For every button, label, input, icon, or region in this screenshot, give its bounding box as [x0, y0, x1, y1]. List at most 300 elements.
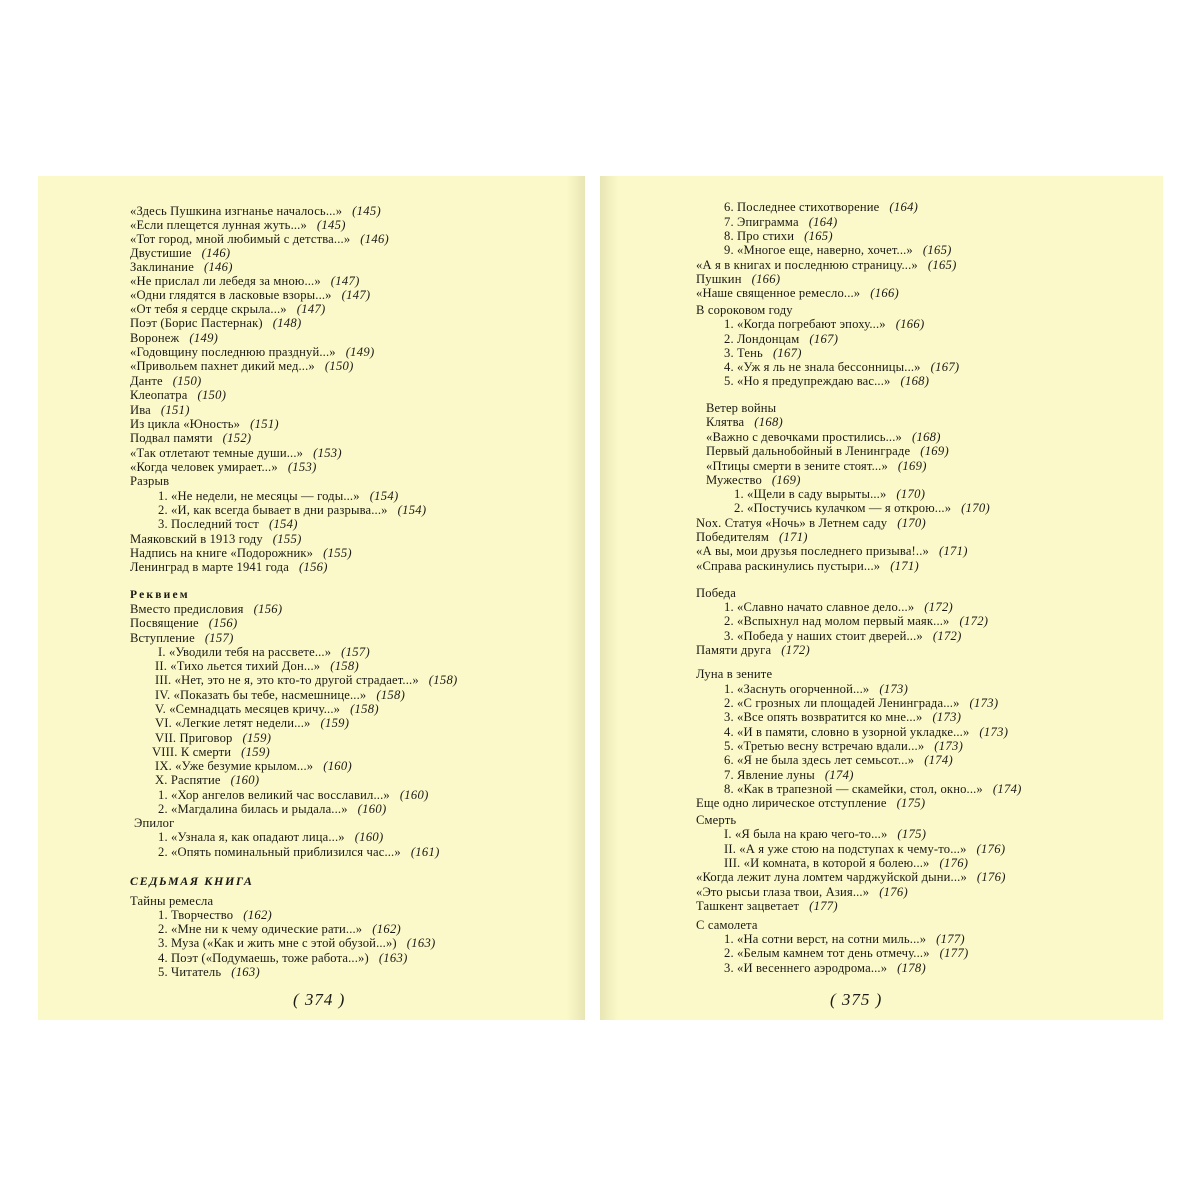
toc-entry — [724, 753, 953, 767]
toc-entry-page: (173) — [879, 682, 909, 696]
toc-entry-page: (173) — [932, 710, 962, 724]
toc-entry — [130, 894, 213, 908]
toc-entry — [724, 229, 833, 243]
toc-entry — [155, 673, 458, 687]
toc-entry-page: (148) — [272, 316, 302, 330]
toc-entry-page: (176) — [976, 842, 1006, 856]
toc-entry-page: (169) — [771, 473, 801, 487]
toc-entry-title: V. «Семнадцать месяцев кричу...» — [155, 702, 341, 716]
page-number-right: ( 375 ) — [830, 990, 883, 1009]
toc-entry — [696, 899, 838, 913]
toc-entry — [696, 643, 810, 657]
toc-entry — [130, 546, 352, 560]
toc-entry-page: (146) — [201, 246, 231, 260]
toc-entry-title: III. «Нет, это не я, это кто-то другой страдает...» — [155, 673, 419, 687]
toc-entry-title: «Важно с девочками простились...» — [706, 430, 902, 444]
toc-entry-title: Ива — [130, 403, 151, 417]
toc-entry-title: Вместо предисловия — [130, 602, 244, 616]
toc-entry-title: 5. «Третью весну встречаю вдали...» — [724, 739, 925, 753]
toc-entry-page: (159) — [320, 716, 350, 730]
right-page — [600, 176, 1163, 1020]
toc-entry-title: 3. «И весеннего аэродрома...» — [724, 961, 888, 975]
toc-entry-page: (170) — [897, 516, 926, 530]
toc-entry-title: Заклинание — [130, 260, 194, 274]
toc-entry — [696, 586, 736, 600]
toc-entry-page: (168) — [754, 415, 784, 429]
toc-entry-page: (167) — [930, 360, 960, 374]
toc-entry — [724, 725, 1008, 739]
toc-entry — [155, 688, 405, 702]
toc-entry-page: (163) — [378, 951, 408, 965]
toc-entry-title: X. Распятие — [155, 773, 221, 787]
toc-entry-title: «Наше священное ремесло...» — [696, 286, 861, 300]
toc-entry-title: 8. Про стихи — [724, 229, 795, 243]
toc-entry — [724, 710, 961, 724]
toc-entry-page: (146) — [203, 260, 233, 274]
toc-entry-title: 1. «Щели в саду вырыты...» — [734, 487, 887, 501]
toc-entry — [130, 204, 381, 218]
toc-entry — [130, 359, 354, 373]
toc-entry-title: «Привольем пахнет дикий мед...» — [130, 359, 315, 373]
toc-entry-title: «Одни глядятся в ласковые взоры...» — [130, 288, 332, 302]
toc-entry-title: 1. «Хор ангелов великий час восславил...» — [158, 788, 390, 802]
toc-entry-page: (164) — [889, 200, 919, 214]
toc-entry-page: (175) — [897, 827, 927, 841]
toc-entry-title: 4. «Уж я ль не знала бессонницы...» — [724, 360, 921, 374]
toc-entry-title: 2. «И, как всегда бывает в дни разрыва...» — [158, 503, 388, 517]
toc-entry-title: 4. Поэт («Подумаешь, тоже работа...») — [158, 951, 369, 965]
toc-entry-title: «Если плещется лунная жуть...» — [130, 218, 307, 232]
toc-entry-page: (172) — [932, 629, 962, 643]
toc-entry-title: 8. «Как в трапезной — скамейки, стол, окно...» — [724, 782, 983, 796]
toc-entry-page: (162) — [372, 922, 402, 936]
toc-entry — [696, 870, 1006, 884]
toc-entry — [155, 731, 271, 745]
toc-entry-title: VI. «Легкие летят недели...» — [155, 716, 311, 730]
toc-entry — [158, 517, 298, 531]
toc-entry-page: (160) — [323, 759, 352, 773]
toc-entry — [696, 258, 957, 272]
toc-entry — [696, 516, 926, 530]
toc-entry-page: (160) — [399, 788, 429, 802]
toc-entry-page: (178) — [897, 961, 926, 975]
toc-entry-page: (177) — [936, 932, 965, 946]
toc-entry — [158, 489, 398, 503]
toc-entry — [696, 530, 808, 544]
toc-entry-page: (174) — [924, 753, 953, 767]
toc-entry-title: Памяти друга — [696, 643, 772, 657]
toc-entry-title: «От тебя я сердце скрыла...» — [130, 302, 287, 316]
toc-entry-page: (159) — [241, 745, 270, 759]
toc-entry-title: «Здесь Пушкина изгнанье началось...» — [130, 204, 343, 218]
toc-entry-title: 3. Тень — [724, 346, 763, 360]
toc-entry — [130, 403, 190, 417]
toc-entry — [724, 782, 1022, 796]
left-page — [38, 176, 585, 1020]
toc-entry-title: 4. «И в памяти, словно в узорной укладке...» — [724, 725, 970, 739]
toc-entry — [158, 965, 260, 979]
toc-entry-title: Пушкин — [696, 272, 742, 286]
toc-entry-page: (147) — [330, 274, 360, 288]
toc-entry — [158, 788, 429, 802]
toc-entry-page: (172) — [924, 600, 954, 614]
toc-entry — [155, 773, 259, 787]
toc-entry — [724, 243, 952, 257]
toc-entry-page: (147) — [296, 302, 326, 316]
toc-entry-page: (150) — [172, 374, 202, 388]
toc-entry — [155, 716, 349, 730]
toc-entry — [696, 918, 758, 932]
toc-entry — [696, 544, 968, 558]
toc-entry — [696, 813, 736, 827]
toc-entry-page: (152) — [222, 431, 252, 445]
toc-entry-title: Тайны ремесла — [130, 894, 214, 908]
toc-entry — [152, 745, 270, 759]
toc-entry — [158, 802, 386, 816]
toc-entry — [155, 759, 352, 773]
toc-entry — [724, 629, 962, 643]
toc-entry-page: (151) — [160, 403, 190, 417]
toc-entry-page: (174) — [824, 768, 854, 782]
toc-entry-page: (173) — [969, 696, 999, 710]
toc-entry-title: 3. «Все опять возвратится ко мне...» — [724, 710, 923, 724]
toc-entry — [724, 215, 837, 229]
toc-entry-page: (154) — [397, 503, 427, 517]
page-number-left: ( 374 ) — [293, 990, 346, 1009]
toc-entry-page: (173) — [979, 725, 1009, 739]
toc-entry-page: (149) — [345, 345, 375, 359]
toc-entry-page: (158) — [330, 659, 359, 673]
toc-entry-title: Из цикла «Юность» — [130, 417, 241, 431]
toc-entry — [706, 430, 941, 444]
toc-entry — [130, 417, 279, 431]
toc-entry-title: 1. «Заснуть огорченной...» — [724, 682, 870, 696]
toc-entry — [724, 346, 802, 360]
toc-entry-title: Победа — [696, 586, 736, 600]
toc-entry-title: Ветер войны — [706, 401, 777, 415]
toc-entry — [158, 645, 370, 659]
toc-entry-title: Еще одно лирическое отступление — [696, 796, 887, 810]
toc-entry-page: (163) — [231, 965, 260, 979]
toc-entry — [696, 667, 772, 681]
toc-entry — [158, 830, 384, 844]
toc-entry-title: II. «Тихо льется тихий Дон...» — [155, 659, 321, 673]
toc-entry-title: С самолета — [696, 918, 758, 932]
toc-entry-title: 7. Явление луны — [724, 768, 815, 782]
toc-entry-title: 2. «Белым камнем тот день отмечу...» — [724, 946, 930, 960]
toc-entry-page: (160) — [230, 773, 260, 787]
toc-entry-page: (168) — [900, 374, 930, 388]
toc-entry-title: 3. Муза («Как и жить мне с этой обузой...») — [158, 936, 397, 950]
gutter-shadow — [600, 176, 618, 1020]
toc-entry — [724, 856, 968, 870]
toc-entry-page: (164) — [808, 215, 838, 229]
toc-entry — [696, 303, 793, 317]
toc-entry — [158, 845, 440, 859]
toc-entry — [706, 444, 949, 458]
toc-entry-title: «Когда лежит луна ломтем чарджуйской дыни...» — [696, 870, 967, 884]
toc-entry — [734, 501, 990, 515]
toc-entry-page: (150) — [324, 359, 354, 373]
toc-entry — [130, 602, 282, 616]
toc-entry-page: (177) — [809, 899, 838, 913]
toc-entry-title: IV. «Показать бы тебе, насмешнице...» — [155, 688, 367, 702]
toc-entry-title: 9. «Многое еще, наверно, хочет...» — [724, 243, 913, 257]
toc-entry-page: (165) — [922, 243, 952, 257]
toc-entry-page: (156) — [298, 560, 328, 574]
toc-entry — [724, 842, 1005, 856]
toc-entry — [734, 487, 925, 501]
toc-entry-page: (151) — [250, 417, 279, 431]
toc-entry-title: Nox. Статуя «Ночь» в Летнем саду — [696, 516, 888, 530]
toc-entry-title: 3. «Победа у наших стоит дверей...» — [724, 629, 923, 643]
toc-entry-title: Разрыв — [130, 474, 170, 488]
toc-entry — [130, 588, 190, 602]
toc-entry-page: (158) — [428, 673, 458, 687]
toc-entry — [158, 936, 436, 950]
toc-entry — [158, 922, 401, 936]
toc-entry — [155, 702, 379, 716]
toc-entry-title: 2. «С грозных ли площадей Ленинграда...» — [724, 696, 960, 710]
toc-entry-page: (157) — [341, 645, 370, 659]
toc-entry — [724, 360, 959, 374]
toc-entry — [130, 246, 230, 260]
toc-entry — [130, 560, 328, 574]
toc-entry-title: Клеопатра — [130, 388, 188, 402]
toc-entry-title: II. «А я уже стою на подступах к чему-то...» — [724, 842, 967, 856]
toc-entry-page: (158) — [350, 702, 379, 716]
toc-entry-page: (170) — [896, 487, 926, 501]
toc-entry — [130, 331, 218, 345]
toc-entry — [130, 260, 233, 274]
toc-entry-title: Реквием — [130, 589, 190, 601]
toc-entry — [158, 503, 426, 517]
toc-entry — [130, 302, 326, 316]
toc-entry — [130, 232, 389, 246]
toc-entry — [158, 908, 272, 922]
toc-entry-title: «Справа раскинулись пустыри...» — [696, 559, 881, 573]
toc-entry — [130, 288, 370, 302]
toc-entry-page: (153) — [313, 446, 342, 460]
toc-entry-title: «Когда человек умирает...» — [130, 460, 278, 474]
toc-entry-page: (150) — [197, 388, 227, 402]
toc-entry-title: 5. «Но я предупреждаю вас...» — [724, 374, 891, 388]
toc-entry-title: 2. «Постучись кулачком — я открою...» — [734, 501, 952, 515]
toc-entry — [696, 796, 925, 810]
toc-entry-title: 2. «Вспыхнул над молом первый маяк...» — [724, 614, 950, 628]
toc-entry — [724, 696, 998, 710]
toc-entry-title: Маяковский в 1913 году — [130, 532, 263, 546]
toc-entry-title: 1. «Когда погребают эпоху...» — [724, 317, 886, 331]
toc-entry-page: (176) — [976, 870, 1006, 884]
toc-entry — [724, 614, 988, 628]
toc-entry-title: 1. «Узнала я, как опадают лица...» — [158, 830, 345, 844]
toc-entry-title: Победителям — [696, 530, 769, 544]
toc-entry-title: Эпилог — [134, 816, 175, 830]
toc-entry — [724, 946, 968, 960]
toc-entry-title: «Птицы смерти в зените стоят...» — [706, 459, 888, 473]
toc-entry-title: III. «И комната, в которой я болею...» — [724, 856, 930, 870]
toc-entry — [724, 739, 963, 753]
toc-entry-page: (176) — [879, 885, 908, 899]
toc-entry-title: Посвящение — [130, 616, 199, 630]
toc-entry-page: (169) — [897, 459, 927, 473]
toc-entry-page: (163) — [406, 936, 436, 950]
toc-entry-page: (160) — [354, 830, 384, 844]
toc-entry-page: (165) — [804, 229, 833, 243]
toc-entry-page: (165) — [927, 258, 957, 272]
toc-entry-title: 7. Эпиграмма — [724, 215, 799, 229]
toc-entry-page: (160) — [357, 802, 387, 816]
toc-entry — [724, 332, 838, 346]
toc-entry — [724, 827, 926, 841]
toc-entry-page: (145) — [316, 218, 346, 232]
toc-entry-page: (154) — [369, 489, 399, 503]
toc-entry-title: «Не прислал ли лебедя за мною...» — [130, 274, 321, 288]
toc-entry — [724, 932, 965, 946]
toc-entry-title: «А вы, мои друзья последнего призыва!..» — [696, 544, 929, 558]
toc-entry-page: (162) — [243, 908, 273, 922]
toc-entry — [130, 631, 234, 645]
toc-entry — [706, 473, 801, 487]
toc-entry-page: (172) — [781, 643, 811, 657]
toc-entry-page: (171) — [779, 530, 808, 544]
toc-entry — [130, 345, 374, 359]
toc-entry-page: (156) — [208, 616, 238, 630]
toc-entry-title: «Годовщину последнюю празднуй...» — [130, 345, 336, 359]
toc-entry-page: (171) — [938, 544, 968, 558]
toc-entry-page: (147) — [341, 288, 371, 302]
toc-entry-page: (157) — [204, 631, 234, 645]
toc-entry-title: 1. «На сотни верст, на сотни миль...» — [724, 932, 927, 946]
toc-entry-title: 2. «Мне ни к чему одические рати...» — [158, 922, 363, 936]
toc-entry-page: (145) — [352, 204, 381, 218]
toc-entry — [724, 768, 854, 782]
toc-entry-page: (158) — [376, 688, 406, 702]
toc-entry-page: (169) — [920, 444, 949, 458]
toc-entry-page: (167) — [772, 346, 802, 360]
toc-entry — [706, 415, 783, 429]
toc-entry — [696, 885, 908, 899]
toc-entry-page: (156) — [253, 602, 283, 616]
toc-entry-title: Двустишие — [130, 246, 192, 260]
toc-entry — [158, 951, 408, 965]
toc-entry — [706, 401, 776, 415]
toc-entry-page: (146) — [360, 232, 390, 246]
toc-entry-page: (174) — [992, 782, 1022, 796]
toc-entry-title: 1. «Не недели, не месяцы — годы...» — [158, 489, 360, 503]
toc-entry — [706, 459, 927, 473]
toc-entry — [724, 317, 924, 331]
toc-entry-page: (177) — [939, 946, 969, 960]
toc-entry-page: (166) — [870, 286, 900, 300]
toc-entry-page: (166) — [751, 272, 781, 286]
toc-entry-title: I. «Уводили тебя на рассвете...» — [158, 645, 332, 659]
toc-entry-title: 2. «Опять поминальный приблизился час...» — [158, 845, 401, 859]
toc-entry-title: 5. Читатель — [158, 965, 222, 979]
toc-entry-title: Вступление — [130, 631, 195, 645]
toc-entry — [130, 218, 346, 232]
toc-entry — [134, 816, 174, 830]
toc-entry-title: «Так отлетают темные души...» — [130, 446, 304, 460]
toc-entry-title: СЕДЬМАЯ КНИГА — [130, 874, 254, 888]
toc-entry-title: Клятва — [706, 415, 745, 429]
toc-entry-page: (175) — [896, 796, 926, 810]
toc-entry-page: (166) — [895, 317, 925, 331]
toc-entry-page: (154) — [268, 517, 298, 531]
toc-entry-title: 6. «Я не была здесь лет семьсот...» — [724, 753, 915, 767]
toc-entry — [696, 286, 899, 300]
toc-entry — [696, 272, 780, 286]
toc-entry — [130, 274, 360, 288]
toc-entry-title: 6. Последнее стихотворение — [724, 200, 880, 214]
toc-entry-title: Первый дальнобойный в Ленинграде — [706, 444, 911, 458]
toc-entry-title: Поэт (Борис Пастернак) — [130, 316, 263, 330]
toc-entry-page: (155) — [323, 546, 352, 560]
toc-entry-title: Воронеж — [130, 331, 180, 345]
toc-entry-title: Луна в зените — [696, 667, 773, 681]
toc-entry — [155, 659, 359, 673]
toc-entry — [724, 600, 953, 614]
toc-entry-title: Надпись на книге «Подорожник» — [130, 546, 314, 560]
toc-entry-title: IX. «Уже безумие крылом...» — [155, 759, 314, 773]
toc-entry — [130, 431, 251, 445]
toc-entry-page: (170) — [961, 501, 990, 515]
toc-entry — [724, 961, 926, 975]
toc-entry-title: VII. Приговор — [155, 731, 233, 745]
toc-entry-page: (168) — [911, 430, 941, 444]
toc-entry-page: (155) — [272, 532, 302, 546]
toc-entry — [696, 559, 919, 573]
toc-entry — [130, 374, 202, 388]
toc-entry-page: (159) — [242, 731, 272, 745]
toc-entry-page: (153) — [287, 460, 317, 474]
toc-entry — [130, 874, 253, 888]
toc-entry-title: «Тот город, мной любимый с детства...» — [130, 232, 351, 246]
toc-entry — [130, 532, 302, 546]
toc-entry-page: (176) — [939, 856, 969, 870]
toc-entry — [724, 682, 908, 696]
toc-entry — [130, 616, 238, 630]
toc-entry-title: 1. «Славно начато славное дело...» — [724, 600, 915, 614]
toc-entry-title: 1. Творчество — [158, 908, 234, 922]
toc-entry-title: Мужество — [706, 473, 762, 487]
toc-entry — [130, 474, 169, 488]
toc-entry-page: (172) — [959, 614, 989, 628]
toc-entry-page: (173) — [934, 739, 964, 753]
toc-entry-page: (167) — [809, 332, 839, 346]
toc-entry — [130, 388, 226, 402]
toc-entry-title: «А я в книгах и последнюю страницу...» — [696, 258, 918, 272]
toc-entry — [130, 316, 302, 330]
toc-entry-title: В сороковом году — [696, 303, 793, 317]
toc-entry-title: I. «Я была на краю чего-то...» — [724, 827, 888, 841]
toc-entry-page: (161) — [410, 845, 440, 859]
toc-entry-title: 2. «Магдалина билась и рыдала...» — [158, 802, 348, 816]
toc-entry-title: 3. Последний тост — [158, 517, 259, 531]
toc-entry — [130, 460, 317, 474]
toc-entry-title: «Это рысьи глаза твои, Азия...» — [696, 885, 870, 899]
toc-entry — [724, 200, 918, 214]
toc-entry-title: Ленинград в марте 1941 года — [130, 560, 289, 574]
toc-entry-page: (171) — [890, 559, 919, 573]
toc-entry-title: VIII. К смерти — [152, 745, 232, 759]
toc-entry — [724, 374, 929, 388]
toc-entry-title: Смерть — [696, 813, 737, 827]
toc-entry — [130, 446, 342, 460]
toc-entry-page: (149) — [189, 331, 219, 345]
toc-entry-title: 2. Лондонцам — [724, 332, 800, 346]
